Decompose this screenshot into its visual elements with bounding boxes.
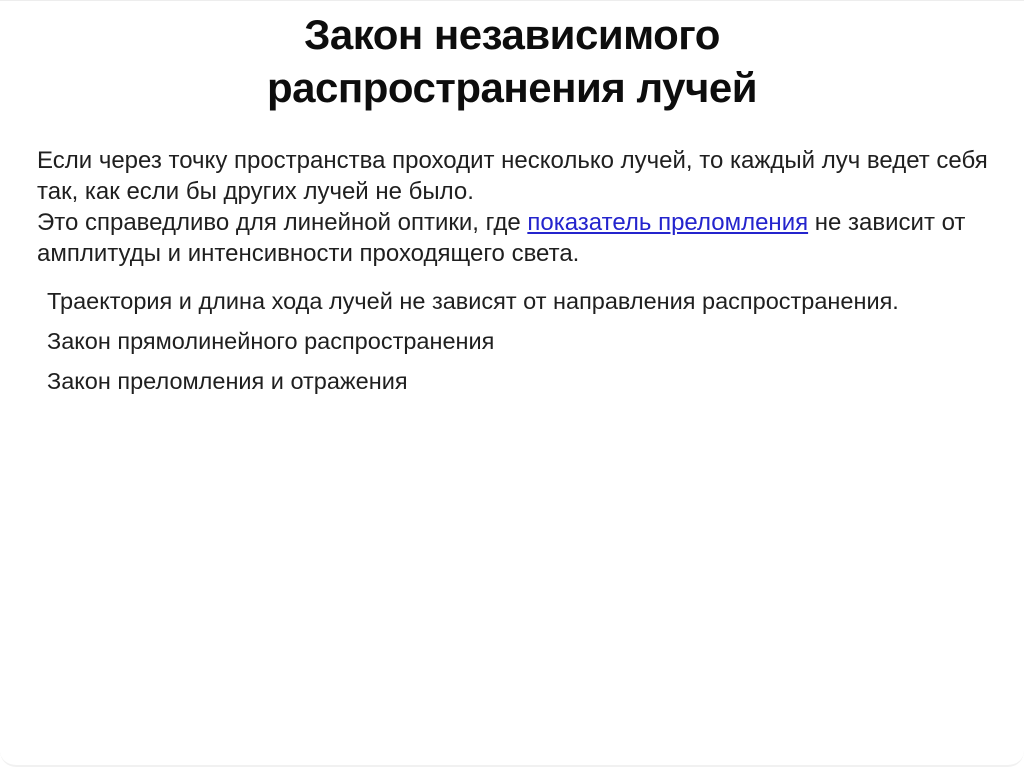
paragraph2-line2: амплитуды и интенсивности проходящего света. [37, 240, 580, 267]
slide-title: Закон независимого распространения лучей [266, 11, 758, 111]
list-item-trajectory: Траектория и длина хода лучей не зависят от направления распространения. [47, 288, 899, 314]
paragraph2-line1-before-link: Это справедливо для линейной оптики, где [37, 209, 528, 236]
refraction-index-link[interactable]: показатель преломления [527, 209, 809, 236]
paragraph2-line1-after-link: не зависит от [808, 209, 966, 236]
law-list [47, 286, 994, 397]
intro-paragraphs [37, 145, 994, 269]
paragraph1-line2: так, как если бы других лучей не было. [37, 178, 474, 205]
paragraph1-line1: Если через точку пространства проходит несколько лучей, то каждый луч ведет себя [37, 147, 988, 174]
list-item-refraction-reflection: Закон преломления и отражения [47, 368, 408, 394]
list-item-rectilinear-propagation: Закон прямолинейного распространения [47, 328, 495, 354]
paragraph2-line1 [37, 207, 994, 238]
